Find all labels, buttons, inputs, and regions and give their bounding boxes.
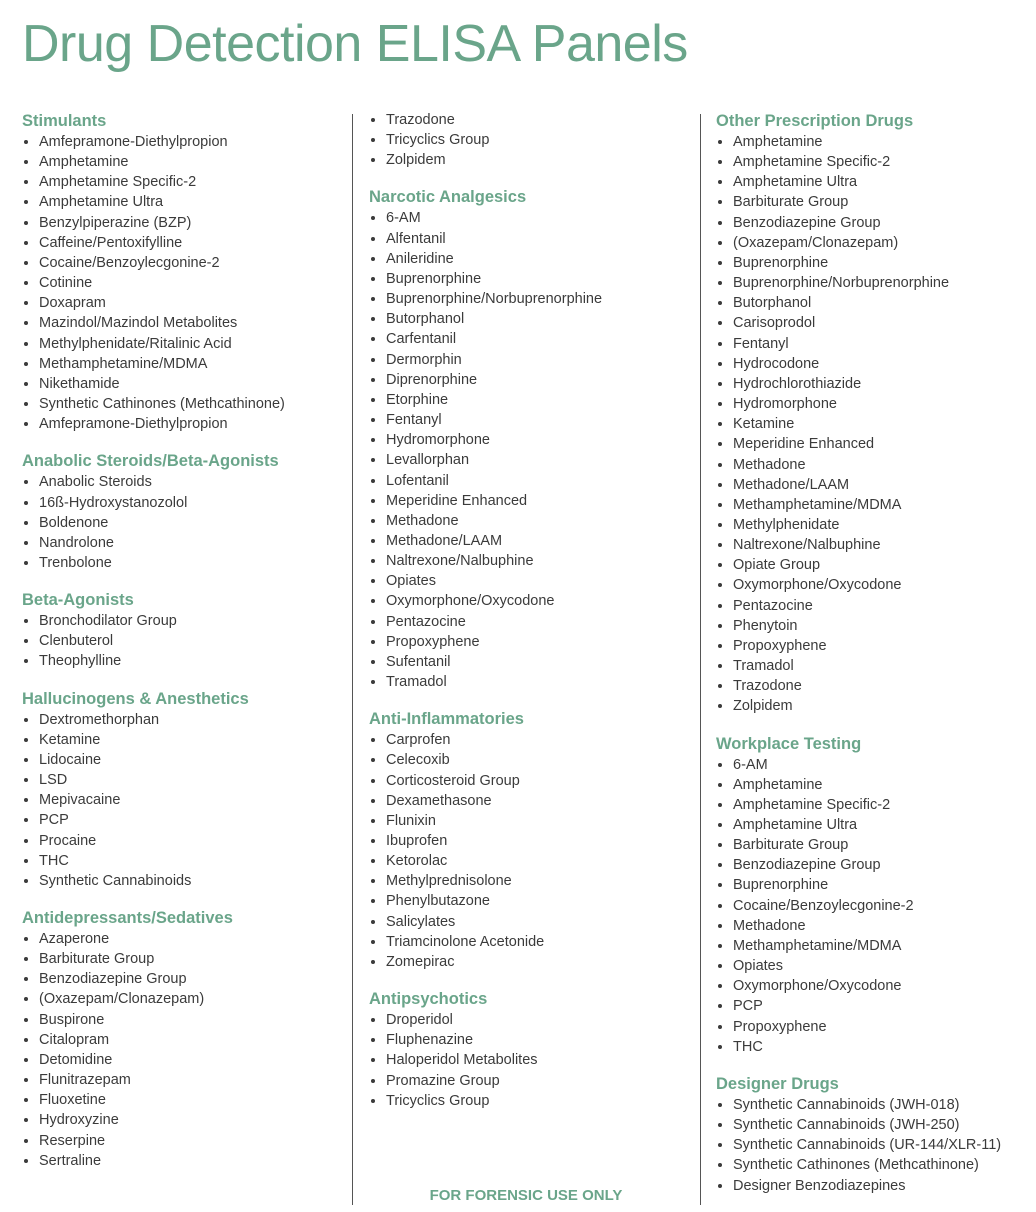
drug-list bbox=[369, 208, 689, 692]
drug-list-item: Meperidine Enhanced bbox=[369, 491, 689, 511]
drug-panel-section bbox=[22, 450, 344, 573]
drug-list bbox=[22, 132, 344, 434]
drug-list-item: Methylphenidate bbox=[716, 515, 1034, 535]
drug-list-item: 6-AM bbox=[369, 208, 689, 228]
drug-list-item: Methadone bbox=[369, 511, 689, 531]
drug-list-item: Opiates bbox=[716, 956, 1034, 976]
drug-panel-section bbox=[22, 110, 344, 434]
drug-list-item: 6-AM bbox=[716, 755, 1034, 775]
drug-list-item: (Oxazepam/Clonazepam) bbox=[22, 989, 344, 1009]
drug-list-item: Flunixin bbox=[369, 811, 689, 831]
drug-list-item: Buspirone bbox=[22, 1010, 344, 1030]
drug-list-item: Fluphenazine bbox=[369, 1030, 689, 1050]
drug-list-item: Promazine Group bbox=[369, 1071, 689, 1091]
drug-list-item: Mazindol/Mazindol Metabolites bbox=[22, 313, 344, 333]
drug-list-item: Opiate Group bbox=[716, 555, 1034, 575]
drug-list-item: Naltrexone/Nalbuphine bbox=[716, 535, 1034, 555]
drug-list-item: Trazodone bbox=[716, 676, 1034, 696]
drug-list-item: Synthetic Cannabinoids (UR-144/XLR-11) bbox=[716, 1135, 1034, 1155]
column-2 bbox=[369, 110, 689, 1127]
drug-list-item: LSD bbox=[22, 770, 344, 790]
drug-panel-section bbox=[369, 988, 689, 1111]
section-heading: Antidepressants/Sedatives bbox=[22, 909, 233, 927]
drug-list-item: Corticosteroid Group bbox=[369, 771, 689, 791]
drug-list-item: Synthetic Cathinones (Methcathinone) bbox=[716, 1155, 1034, 1175]
drug-list-item: Methadone bbox=[716, 916, 1034, 936]
drug-list bbox=[22, 929, 344, 1171]
drug-list-item: Oxymorphone/Oxycodone bbox=[716, 976, 1034, 996]
drug-list-item: Buprenorphine/Norbuprenorphine bbox=[369, 289, 689, 309]
drug-list-item: Tricyclics Group bbox=[369, 130, 689, 150]
drug-list-item: Fentanyl bbox=[369, 410, 689, 430]
drug-list-item: Methadone/LAAM bbox=[369, 531, 689, 551]
drug-list-item: Salicylates bbox=[369, 912, 689, 932]
drug-list-item: Methamphetamine/MDMA bbox=[716, 495, 1034, 515]
drug-list-item: Butorphanol bbox=[369, 309, 689, 329]
section-heading: Anti-Inflammatories bbox=[369, 710, 524, 729]
drug-list-item: Trenbolone bbox=[22, 553, 344, 573]
drug-list-item: Phenytoin bbox=[716, 616, 1034, 636]
drug-list-item: Ketorolac bbox=[369, 851, 689, 871]
drug-list-item: Zomepirac bbox=[369, 952, 689, 972]
drug-list-item: Tricyclics Group bbox=[369, 1091, 689, 1111]
section-heading: Stimulants bbox=[22, 112, 107, 130]
drug-list-item: (Oxazepam/Clonazepam) bbox=[716, 233, 1034, 253]
drug-list bbox=[716, 755, 1034, 1057]
drug-list-item: Mepivacaine bbox=[22, 790, 344, 810]
drug-list-item: Propoxyphene bbox=[716, 1017, 1034, 1037]
drug-list-item: Buprenorphine bbox=[716, 253, 1034, 273]
column-divider bbox=[352, 114, 353, 1205]
drug-list-item: Theophylline bbox=[22, 651, 344, 671]
drug-list-item: Methylphenidate/Ritalinic Acid bbox=[22, 334, 344, 354]
drug-list-item: Trazodone bbox=[369, 110, 689, 130]
drug-list-item: Boldenone bbox=[22, 513, 344, 533]
drug-list-item: Hydrocodone bbox=[716, 354, 1034, 374]
drug-panel-section bbox=[716, 733, 1034, 1057]
section-heading: Workplace Testing bbox=[716, 734, 862, 753]
drug-list-item: Nikethamide bbox=[22, 374, 344, 394]
drug-list-item: Oxymorphone/Oxycodone bbox=[369, 591, 689, 611]
drug-list-item: Methamphetamine/MDMA bbox=[716, 936, 1034, 956]
drug-list-item: Dextromethorphan bbox=[22, 710, 344, 730]
drug-list-item: Amphetamine Ultra bbox=[22, 192, 344, 212]
drug-list-item: Clenbuterol bbox=[22, 631, 344, 651]
drug-list-item: Lidocaine bbox=[22, 750, 344, 770]
drug-list-item: Buprenorphine bbox=[369, 269, 689, 289]
section-heading: Beta-Agonists bbox=[22, 591, 134, 610]
drug-list-item: Celecoxib bbox=[369, 750, 689, 770]
drug-list-item: Carfentanil bbox=[369, 329, 689, 349]
drug-list-item: Citalopram bbox=[22, 1030, 344, 1050]
drug-list bbox=[716, 132, 1034, 717]
drug-list-item: Synthetic Cannabinoids (JWH-018) bbox=[716, 1095, 1034, 1115]
drug-list-item: PCP bbox=[22, 810, 344, 830]
drug-panel-section bbox=[22, 589, 344, 671]
drug-list-item: Phenylbutazone bbox=[369, 891, 689, 911]
drug-list-item: Hydrochlorothiazide bbox=[716, 374, 1034, 394]
drug-list-item: Doxapram bbox=[22, 293, 344, 313]
drug-list-item: Amphetamine bbox=[716, 775, 1034, 795]
drug-list-item: Propoxyphene bbox=[369, 632, 689, 652]
drug-list-item: Naltrexone/Nalbuphine bbox=[369, 551, 689, 571]
drug-panel-section bbox=[22, 907, 344, 1171]
drug-list-item: Methamphetamine/MDMA bbox=[22, 354, 344, 374]
drug-list-item: Caffeine/Pentoxifylline bbox=[22, 233, 344, 253]
drug-list-item: Reserpine bbox=[22, 1131, 344, 1151]
drug-list-item: Butorphanol bbox=[716, 293, 1034, 313]
drug-list-item: Flunitrazepam bbox=[22, 1070, 344, 1090]
drug-list-item: Hydromorphone bbox=[716, 394, 1034, 414]
drug-panel-section bbox=[369, 186, 689, 692]
section-heading: Anabolic Steroids/Beta-Agonists bbox=[22, 452, 279, 471]
drug-list-item: Carprofen bbox=[369, 730, 689, 750]
drug-list-item: Etorphine bbox=[369, 390, 689, 410]
drug-list-item: Pentazocine bbox=[716, 596, 1034, 616]
drug-list-item: Anabolic Steroids bbox=[22, 472, 344, 492]
drug-panel-section bbox=[22, 688, 344, 891]
drug-list-item: Fluoxetine bbox=[22, 1090, 344, 1110]
section-heading: Hallucinogens & Anesthetics bbox=[22, 689, 249, 708]
drug-list-item: Oxymorphone/Oxycodone bbox=[716, 575, 1034, 595]
drug-list-item: Tramadol bbox=[369, 672, 689, 692]
drug-panel-section bbox=[716, 110, 1034, 717]
forensic-use-note: FOR FORENSIC USE ONLY bbox=[429, 1187, 623, 1204]
drug-list-item: Levallorphan bbox=[369, 450, 689, 470]
column-3 bbox=[716, 110, 1034, 1212]
section-heading: Antipsychotics bbox=[369, 990, 488, 1009]
drug-list-item: Tramadol bbox=[716, 656, 1034, 676]
drug-list bbox=[22, 710, 344, 891]
drug-list bbox=[369, 730, 689, 972]
drug-list-item: Ibuprofen bbox=[369, 831, 689, 851]
drug-list-item: Ketamine bbox=[22, 730, 344, 750]
drug-list-item: Sertraline bbox=[22, 1151, 344, 1171]
drug-list-item: Cocaine/Benzoylecgonine-2 bbox=[716, 896, 1034, 916]
drug-list-item: Barbiturate Group bbox=[716, 192, 1034, 212]
section-heading: Narcotic Analgesics bbox=[369, 188, 527, 207]
drug-list-item: Pentazocine bbox=[369, 612, 689, 632]
drug-list-item: Amphetamine Ultra bbox=[716, 815, 1034, 835]
drug-list-item: Amphetamine Specific-2 bbox=[716, 152, 1034, 172]
drug-list-item: Hydromorphone bbox=[369, 430, 689, 450]
drug-list-item: Amphetamine bbox=[22, 152, 344, 172]
drug-list-item: Buprenorphine bbox=[716, 875, 1034, 895]
drug-panel-section bbox=[369, 110, 689, 170]
drug-list-item: Dermorphin bbox=[369, 350, 689, 370]
column-divider bbox=[700, 114, 701, 1205]
drug-list-item: Benzodiazepine Group bbox=[716, 213, 1034, 233]
drug-list-item: Droperidol bbox=[369, 1010, 689, 1030]
drug-list-item: Zolpidem bbox=[716, 696, 1034, 716]
drug-list-item: Barbiturate Group bbox=[716, 835, 1034, 855]
drug-list-item: Buprenorphine/Norbuprenorphine bbox=[716, 273, 1034, 293]
section-heading: Designer Drugs bbox=[716, 1074, 839, 1093]
drug-list-item: Meperidine Enhanced bbox=[716, 434, 1034, 454]
drug-list-item: Detomidine bbox=[22, 1050, 344, 1070]
drug-list bbox=[369, 110, 689, 170]
drug-list bbox=[22, 472, 344, 573]
drug-panel-section bbox=[369, 708, 689, 972]
drug-list-item: Amphetamine Specific-2 bbox=[22, 172, 344, 192]
column-1 bbox=[22, 110, 344, 1187]
drug-list bbox=[716, 1095, 1034, 1196]
drug-list bbox=[369, 1010, 689, 1111]
drug-list-item: Amfepramone-Diethylpropion bbox=[22, 132, 344, 152]
page-title: Drug Detection ELISA Panels bbox=[22, 15, 688, 73]
drug-list bbox=[22, 611, 344, 671]
drug-list-item: Barbiturate Group bbox=[22, 949, 344, 969]
drug-list-item: THC bbox=[22, 851, 344, 871]
drug-list-item: Anileridine bbox=[369, 249, 689, 269]
drug-list-item: Triamcinolone Acetonide bbox=[369, 932, 689, 952]
drug-list-item: Procaine bbox=[22, 831, 344, 851]
drug-list-item: Benzodiazepine Group bbox=[716, 855, 1034, 875]
drug-list-item: Amphetamine Ultra bbox=[716, 172, 1034, 192]
drug-list-item: Bronchodilator Group bbox=[22, 611, 344, 631]
drug-list-item: Cocaine/Benzoylecgonine-2 bbox=[22, 253, 344, 273]
drug-list-item: Amphetamine Specific-2 bbox=[716, 795, 1034, 815]
drug-list-item: Fentanyl bbox=[716, 334, 1034, 354]
drug-list-item: 16ß-Hydroxystanozolol bbox=[22, 493, 344, 513]
drug-list-item: Sufentanil bbox=[369, 652, 689, 672]
drug-list-item: THC bbox=[716, 1037, 1034, 1057]
drug-list-item: Cotinine bbox=[22, 273, 344, 293]
drug-list-item: Haloperidol Metabolites bbox=[369, 1050, 689, 1070]
drug-panel-section bbox=[716, 1073, 1034, 1196]
section-heading: Other Prescription Drugs bbox=[716, 112, 914, 130]
drug-list-item: Synthetic Cannabinoids (JWH-250) bbox=[716, 1115, 1034, 1135]
drug-list-item: Dexamethasone bbox=[369, 791, 689, 811]
drug-list-item: Methadone bbox=[716, 455, 1034, 475]
drug-list-item: Zolpidem bbox=[369, 150, 689, 170]
drug-list-item: Hydroxyzine bbox=[22, 1110, 344, 1130]
drug-list-item: Diprenorphine bbox=[369, 370, 689, 390]
drug-list-item: Alfentanil bbox=[369, 229, 689, 249]
drug-list-item: Ketamine bbox=[716, 414, 1034, 434]
drug-list-item: Benzodiazepine Group bbox=[22, 969, 344, 989]
drug-list-item: Nandrolone bbox=[22, 533, 344, 553]
drug-list-item: Synthetic Cannabinoids bbox=[22, 871, 344, 891]
drug-list-item: Azaperone bbox=[22, 929, 344, 949]
drug-list-item: Lofentanil bbox=[369, 471, 689, 491]
drug-list-item: Opiates bbox=[369, 571, 689, 591]
drug-list-item: Methylprednisolone bbox=[369, 871, 689, 891]
drug-list-item: Propoxyphene bbox=[716, 636, 1034, 656]
drug-list-item: Amphetamine bbox=[716, 132, 1034, 152]
drug-list-item: Benzylpiperazine (BZP) bbox=[22, 213, 344, 233]
drug-list-item: PCP bbox=[716, 996, 1034, 1016]
drug-list-item: Amfepramone-Diethylpropion bbox=[22, 414, 344, 434]
drug-list-item: Carisoprodol bbox=[716, 313, 1034, 333]
drug-list-item: Designer Benzodiazepines bbox=[716, 1176, 1034, 1196]
drug-list-item: Methadone/LAAM bbox=[716, 475, 1034, 495]
drug-list-item: Synthetic Cathinones (Methcathinone) bbox=[22, 394, 344, 414]
